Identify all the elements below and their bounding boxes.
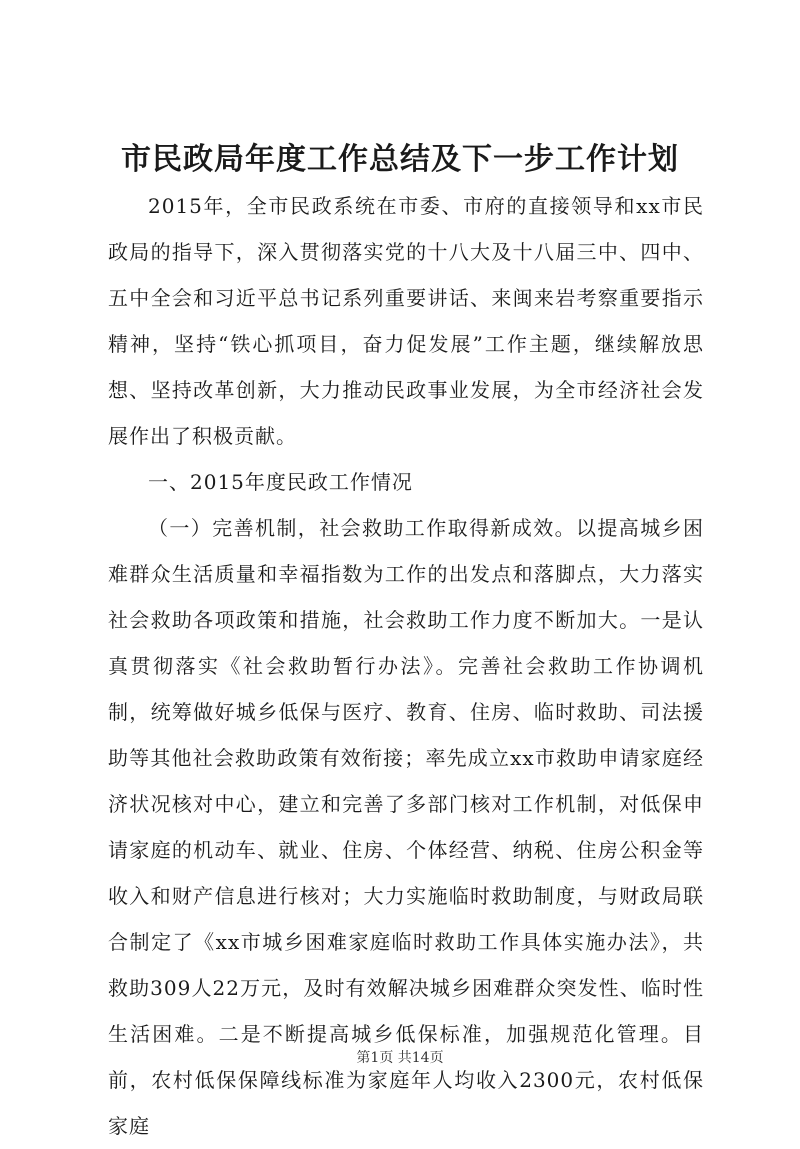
section-heading: 一、2015年度民政工作情况 bbox=[148, 470, 413, 494]
paragraph-intro: 2015年，全市民政系统在市委、市府的直接领导和xx市民政局的指导下，深入贯彻落实党的十八大及十八届三中、四中、五中全会和习近平总书记系列重要讲话、来闽来岩考察重要指示精神，坚持“铁心抓项目，奋力促发展”工作主题，继续解放思想、坚持改革创新，大力推动民政事业发展，为全市经济社会发展作出了积极贡献。 bbox=[108, 194, 704, 448]
paragraph-social-assistance: （一）完善机制，社会救助工作取得新成效。以提高城乡困难群众生活质量和幸福指数为工作的出发点和落脚点，大力落实社会救助各项政策和措施，社会救助工作力度不断加大。一是认真贯彻落实《社会救助暂行办法》。完善社会救助工作协调机制，统筹做好城乡低保与医疗、教育、住房、临时救助、司法援助等其他社会救助政策有效衔接；率先成立xx市救助申请家庭经济状况核对中心，建立和完善了多部门核对工作机制，对低保申请家庭的机动车、就业、住房、个体经营、纳税、住房公积金等收入和财产信息进行核对；大力实施临时救助制度，与财政局联合制定了《xx市城乡困难家庭临时救助工作具体实施办法》，共救助309人22万元，及时有效解决城乡困难群众突发性、临时性生活困难。二是不断提高城乡低保标准，加强规范化管理。目前，农村低保保障线标准为家庭年人均收入2300元，农村低保家庭 bbox=[108, 516, 704, 1138]
document-body bbox=[108, 183, 704, 1149]
document-title: 市民政局年度工作总结及下一步工作计划 bbox=[121, 142, 679, 177]
page-number-footer: 第1页 共14页 bbox=[356, 1050, 444, 1066]
